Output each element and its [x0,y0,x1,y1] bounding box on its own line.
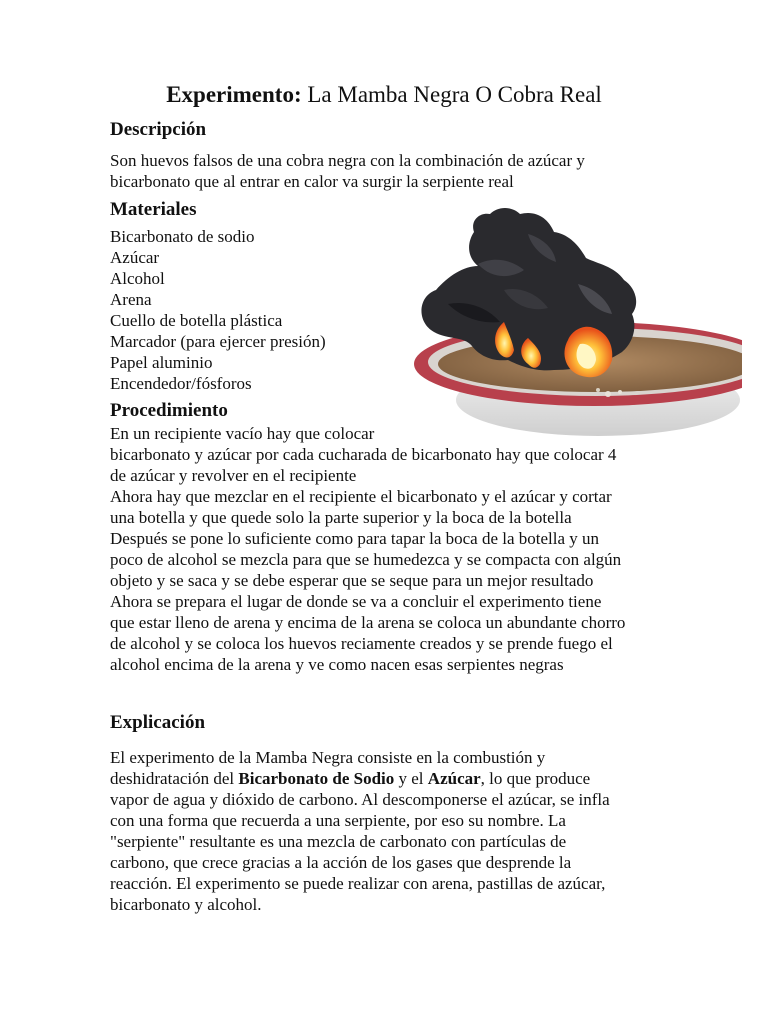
procedimiento-line: una botella y que quede solo la parte superior y la boca de la botella [110,508,572,527]
explicacion-line [110,768,670,789]
text-run: y el [394,769,428,788]
text-run: deshidratación del [110,769,239,788]
procedimiento-line: poco de alcohol se mezcla para que se humedezca y se compacta con algún [110,550,622,569]
list-item: Bicarbonato de sodio [110,227,255,246]
bold-term-azucar: Azúcar [427,769,481,788]
explicacion-line: con una forma que recuerda a una serpiente, por eso su nombre. La [110,811,566,830]
explicacion-line: El experimento de la Mamba Negra consiste en la combustión y [110,748,546,767]
procedimiento-line: bicarbonato y azúcar por cada cucharada de bicarbonato hay que colocar 4 [110,445,617,464]
explicacion-paragraph [110,747,670,915]
materiales-heading: Materiales [110,199,197,220]
list-item: Azúcar [110,248,160,267]
descripcion-line: bicarbonato que al entrar en calor va surgir la serpiente real [110,172,514,191]
descripcion-line: Son huevos falsos de una cobra negra con la combinación de azúcar y [110,151,585,170]
procedimiento-line: Ahora hay que mezclar en el recipiente el bicarbonato y el azúcar y cortar [110,487,612,506]
list-item: Cuello de botella plástica [110,311,283,330]
procedimiento-paragraph [110,423,670,675]
title-label: Experimento: [166,82,302,107]
list-item: Papel aluminio [110,353,213,372]
procedimiento-line: objeto y se saca y se debe esperar que se seque para un mejor resultado [110,571,594,590]
list-item: Marcador (para ejercer presión) [110,332,326,351]
list-item: Alcohol [110,269,165,288]
explicacion-heading: Explicación [110,712,206,733]
bold-term-bicarbonato: Bicarbonato de Sodio [238,769,395,788]
list-item: Encendedor/fósforos [110,374,252,393]
procedimiento-line: que estar lleno de arena y encima de la arena se coloca un abundante chorro [110,613,626,632]
procedimiento-heading: Procedimiento [110,400,228,421]
page-title [110,82,658,108]
procedimiento-line: de alcohol y se coloca los huevos reciamente creados y se prende fuego el [110,634,613,653]
explicacion-line: carbono, que crece gracias a la acción de los gases que desprende la [110,853,572,872]
procedimiento-line: de azúcar y revolver en el recipiente [110,466,357,485]
explicacion-line: bicarbonato y alcohol. [110,895,262,914]
black-snake-experiment-photo [408,204,742,440]
list-item: Arena [110,290,152,309]
explicacion-line: reacción. El experimento se puede realizar con arena, pastillas de azúcar, [110,874,606,893]
descripcion-heading: Descripción [110,119,207,140]
procedimiento-line: En un recipiente vacío hay que colocar [110,424,375,443]
explicacion-line: vapor de agua y dióxido de carbono. Al descomponerse el azúcar, se infla [110,790,610,809]
procedimiento-line: alcohol encima de la arena y ve como nacen esas serpientes negras [110,655,564,674]
explicacion-line: "serpiente" resultante es una mezcla de carbonato con partículas de [110,832,567,851]
procedimiento-line: Después se pone lo suficiente como para tapar la boca de la botella y un [110,529,600,548]
title-text: La Mamba Negra O Cobra Real [307,82,602,107]
descripcion-paragraph [110,150,670,192]
text-run: , lo que produce [480,769,591,788]
procedimiento-line: Ahora se prepara el lugar de donde se va a concluir el experimento tiene [110,592,602,611]
